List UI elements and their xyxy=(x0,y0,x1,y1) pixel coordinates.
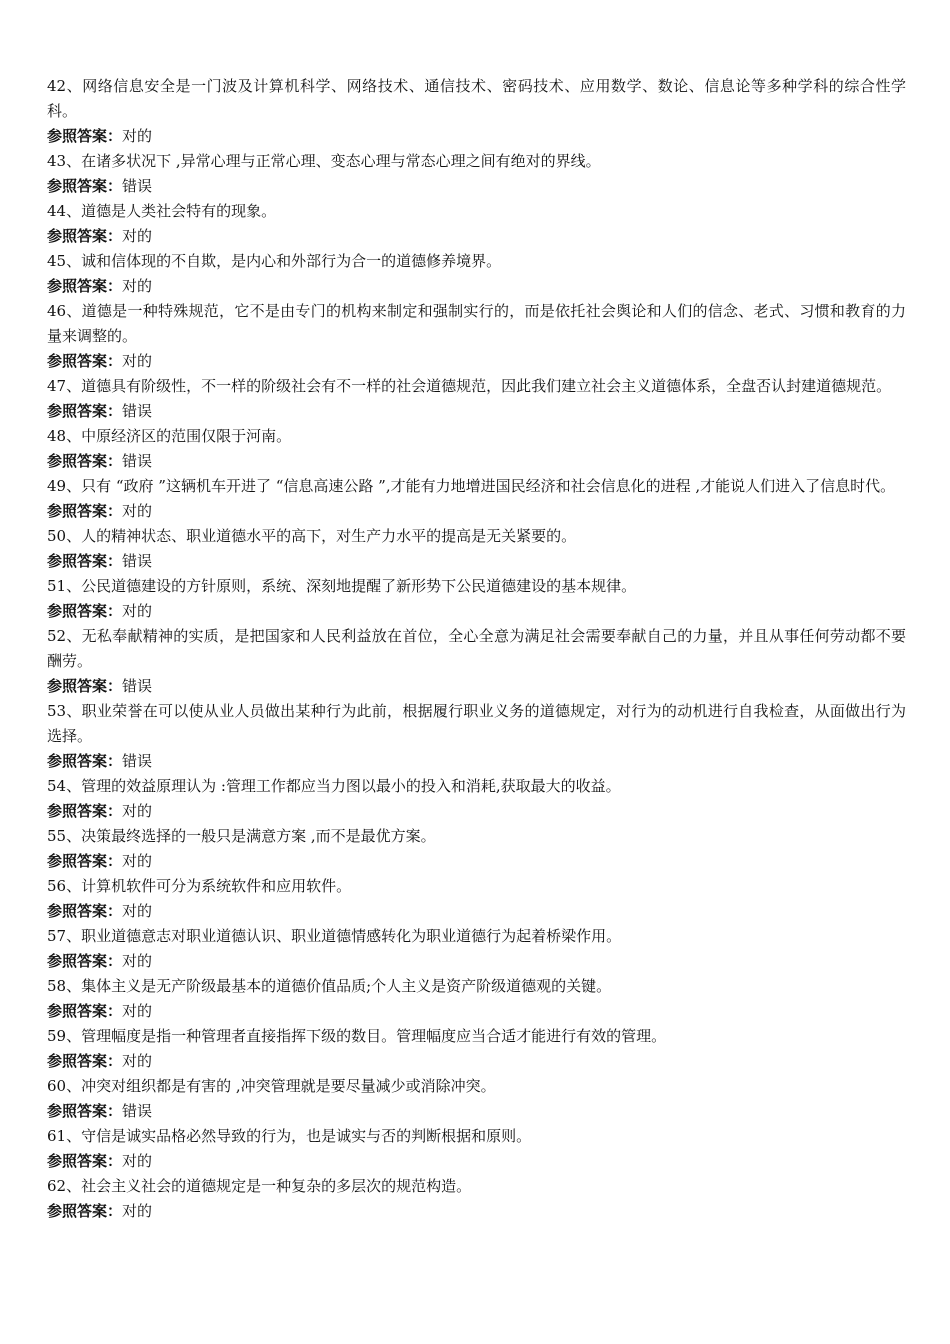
question-item xyxy=(47,699,906,774)
question-item xyxy=(47,149,906,199)
answer-value: 对的 xyxy=(122,902,153,920)
question-item xyxy=(47,474,906,524)
question-text: 57、职业道德意志对职业道德认识、职业道德情感转化为职业道德行为起着桥梁作用。 xyxy=(47,927,622,945)
answer-label: 参照答案： xyxy=(47,1202,123,1220)
question-item xyxy=(47,574,906,624)
answer-value: 对的 xyxy=(122,352,153,370)
answer-line xyxy=(47,349,906,374)
answer-label: 参照答案： xyxy=(47,502,123,520)
answer-line xyxy=(47,999,906,1024)
answer-line xyxy=(47,849,906,874)
question-text: 51、公民道德建设的方针原则，系统、深刻地提醒了新形势下公民道德建设的基本规律。 xyxy=(47,577,637,595)
answer-line xyxy=(47,399,906,424)
answer-value: 对的 xyxy=(122,227,153,245)
question-answer-list xyxy=(47,74,906,1224)
answer-label: 参照答案： xyxy=(47,1102,123,1120)
question-text: 42、网络信息安全是一门波及计算机科学、网络技术、通信技术、密码技术、应用数学、数论、信息论等多种学科的综合性学科。 xyxy=(47,77,906,120)
answer-line xyxy=(47,174,906,199)
answer-value: 对的 xyxy=(122,952,153,970)
answer-label: 参照答案： xyxy=(47,1052,123,1070)
question-text: 48、中原经济区的范围仅限于河南。 xyxy=(47,427,292,445)
answer-line xyxy=(47,1099,906,1124)
question-text: 46、道德是一种特殊规范，它不是由专门的机构来制定和强制实行的，而是依托社会舆论和人们的信念、老式、习惯和教育的力量来调整的。 xyxy=(47,302,906,345)
question-text: 45、诚和信体现的不自欺，是内心和外部行为合一的道德修养境界。 xyxy=(47,252,502,270)
answer-value: 对的 xyxy=(122,1002,153,1020)
answer-value: 对的 xyxy=(122,127,153,145)
answer-label: 参照答案： xyxy=(47,1002,123,1020)
answer-label: 参照答案： xyxy=(47,852,123,870)
answer-value: 错误 xyxy=(122,752,153,770)
answer-label: 参照答案： xyxy=(47,602,123,620)
answer-label: 参照答案： xyxy=(47,802,123,820)
answer-line xyxy=(47,449,906,474)
answer-value: 对的 xyxy=(122,502,153,520)
answer-line xyxy=(47,674,906,699)
answer-line xyxy=(47,899,906,924)
answer-line xyxy=(47,274,906,299)
question-text: 54、管理的效益原理认为 :管理工作都应当力图以最小的投入和消耗,获取最大的收益。 xyxy=(47,777,621,795)
answer-label: 参照答案： xyxy=(47,752,123,770)
answer-line xyxy=(47,224,906,249)
question-text: 43、在诸多状况下 ,异常心理与正常心理、变态心理与常态心理之间有绝对的界线。 xyxy=(47,152,601,170)
answer-value: 错误 xyxy=(122,452,153,470)
question-text: 59、管理幅度是指一种管理者直接指挥下级的数目。管理幅度应当合适才能进行有效的管理。 xyxy=(47,1027,667,1045)
answer-line xyxy=(47,1199,906,1224)
answer-line xyxy=(47,124,906,149)
question-text: 52、无私奉献精神的实质，是把国家和人民利益放在首位，全心全意为满足社会需要奉献自己的力量，并且从事任何劳动都不要酬劳。 xyxy=(47,627,906,670)
answer-label: 参照答案： xyxy=(47,402,123,420)
answer-line xyxy=(47,1049,906,1074)
answer-label: 参照答案： xyxy=(47,1152,123,1170)
question-item xyxy=(47,299,906,374)
answer-line xyxy=(47,549,906,574)
question-text: 62、社会主义社会的道德规定是一种复杂的多层次的规范构造。 xyxy=(47,1177,472,1195)
question-item xyxy=(47,874,906,924)
answer-value: 对的 xyxy=(122,1202,153,1220)
answer-value: 对的 xyxy=(122,1052,153,1070)
answer-label: 参照答案： xyxy=(47,352,123,370)
answer-line xyxy=(47,599,906,624)
answer-label: 参照答案： xyxy=(47,677,123,695)
answer-value: 对的 xyxy=(122,852,153,870)
question-text: 55、决策最终选择的一般只是满意方案 ,而不是最优方案。 xyxy=(47,827,436,845)
question-item xyxy=(47,1124,906,1174)
question-item xyxy=(47,774,906,824)
question-item xyxy=(47,424,906,474)
question-item xyxy=(47,199,906,249)
question-text: 56、计算机软件可分为系统软件和应用软件。 xyxy=(47,877,352,895)
question-item xyxy=(47,74,906,149)
answer-value: 对的 xyxy=(122,1152,153,1170)
question-text: 53、职业荣誉在可以使从业人员做出某种行为此前，根据履行职业义务的道德规定，对行为的动机进行自我检查，从面做出行为选择。 xyxy=(47,702,906,745)
question-item xyxy=(47,249,906,299)
answer-label: 参照答案： xyxy=(47,452,123,470)
question-text: 58、集体主义是无产阶级最基本的道德价值品质;个人主义是资产阶级道德观的关键。 xyxy=(47,977,612,995)
answer-label: 参照答案： xyxy=(47,227,123,245)
question-item xyxy=(47,624,906,699)
answer-line xyxy=(47,799,906,824)
answer-label: 参照答案： xyxy=(47,127,123,145)
question-item xyxy=(47,924,906,974)
answer-value: 错误 xyxy=(122,402,153,420)
answer-line xyxy=(47,499,906,524)
answer-label: 参照答案： xyxy=(47,902,123,920)
answer-value: 对的 xyxy=(122,277,153,295)
answer-label: 参照答案： xyxy=(47,552,123,570)
question-item xyxy=(47,374,906,424)
answer-value: 错误 xyxy=(122,1102,153,1120)
question-item xyxy=(47,1074,906,1124)
answer-value: 错误 xyxy=(122,177,153,195)
answer-value: 错误 xyxy=(122,552,153,570)
answer-line xyxy=(47,749,906,774)
question-text: 60、冲突对组织都是有害的 ,冲突管理就是要尽量减少或消除冲突。 xyxy=(47,1077,496,1095)
answer-value: 错误 xyxy=(122,677,153,695)
answer-line xyxy=(47,949,906,974)
question-item xyxy=(47,524,906,574)
answer-label: 参照答案： xyxy=(47,177,123,195)
question-text: 44、道德是人类社会特有的现象。 xyxy=(47,202,277,220)
answer-value: 对的 xyxy=(122,602,153,620)
question-text: 49、只有 “政府 ”这辆机车开进了 “信息高速公路 ”,才能有力地增进国民经济和社会信息化的进程 ,才能说人们进入了信息时代。 xyxy=(47,477,896,495)
question-text: 47、道德具有阶级性，不一样的阶级社会有不一样的社会道德规范，因此我们建立社会主义道德体系，全盘否认封建道德规范。 xyxy=(47,377,892,395)
question-text: 50、人的精神状态、职业道德水平的高下，对生产力水平的提高是无关紧要的。 xyxy=(47,527,577,545)
answer-value: 对的 xyxy=(122,802,153,820)
answer-line xyxy=(47,1149,906,1174)
question-item xyxy=(47,1024,906,1074)
question-item xyxy=(47,974,906,1024)
answer-label: 参照答案： xyxy=(47,952,123,970)
question-item xyxy=(47,824,906,874)
question-text: 61、守信是诚实品格必然导致的行为，也是诚实与否的判断根据和原则。 xyxy=(47,1127,532,1145)
answer-label: 参照答案： xyxy=(47,277,123,295)
question-item xyxy=(47,1174,906,1224)
